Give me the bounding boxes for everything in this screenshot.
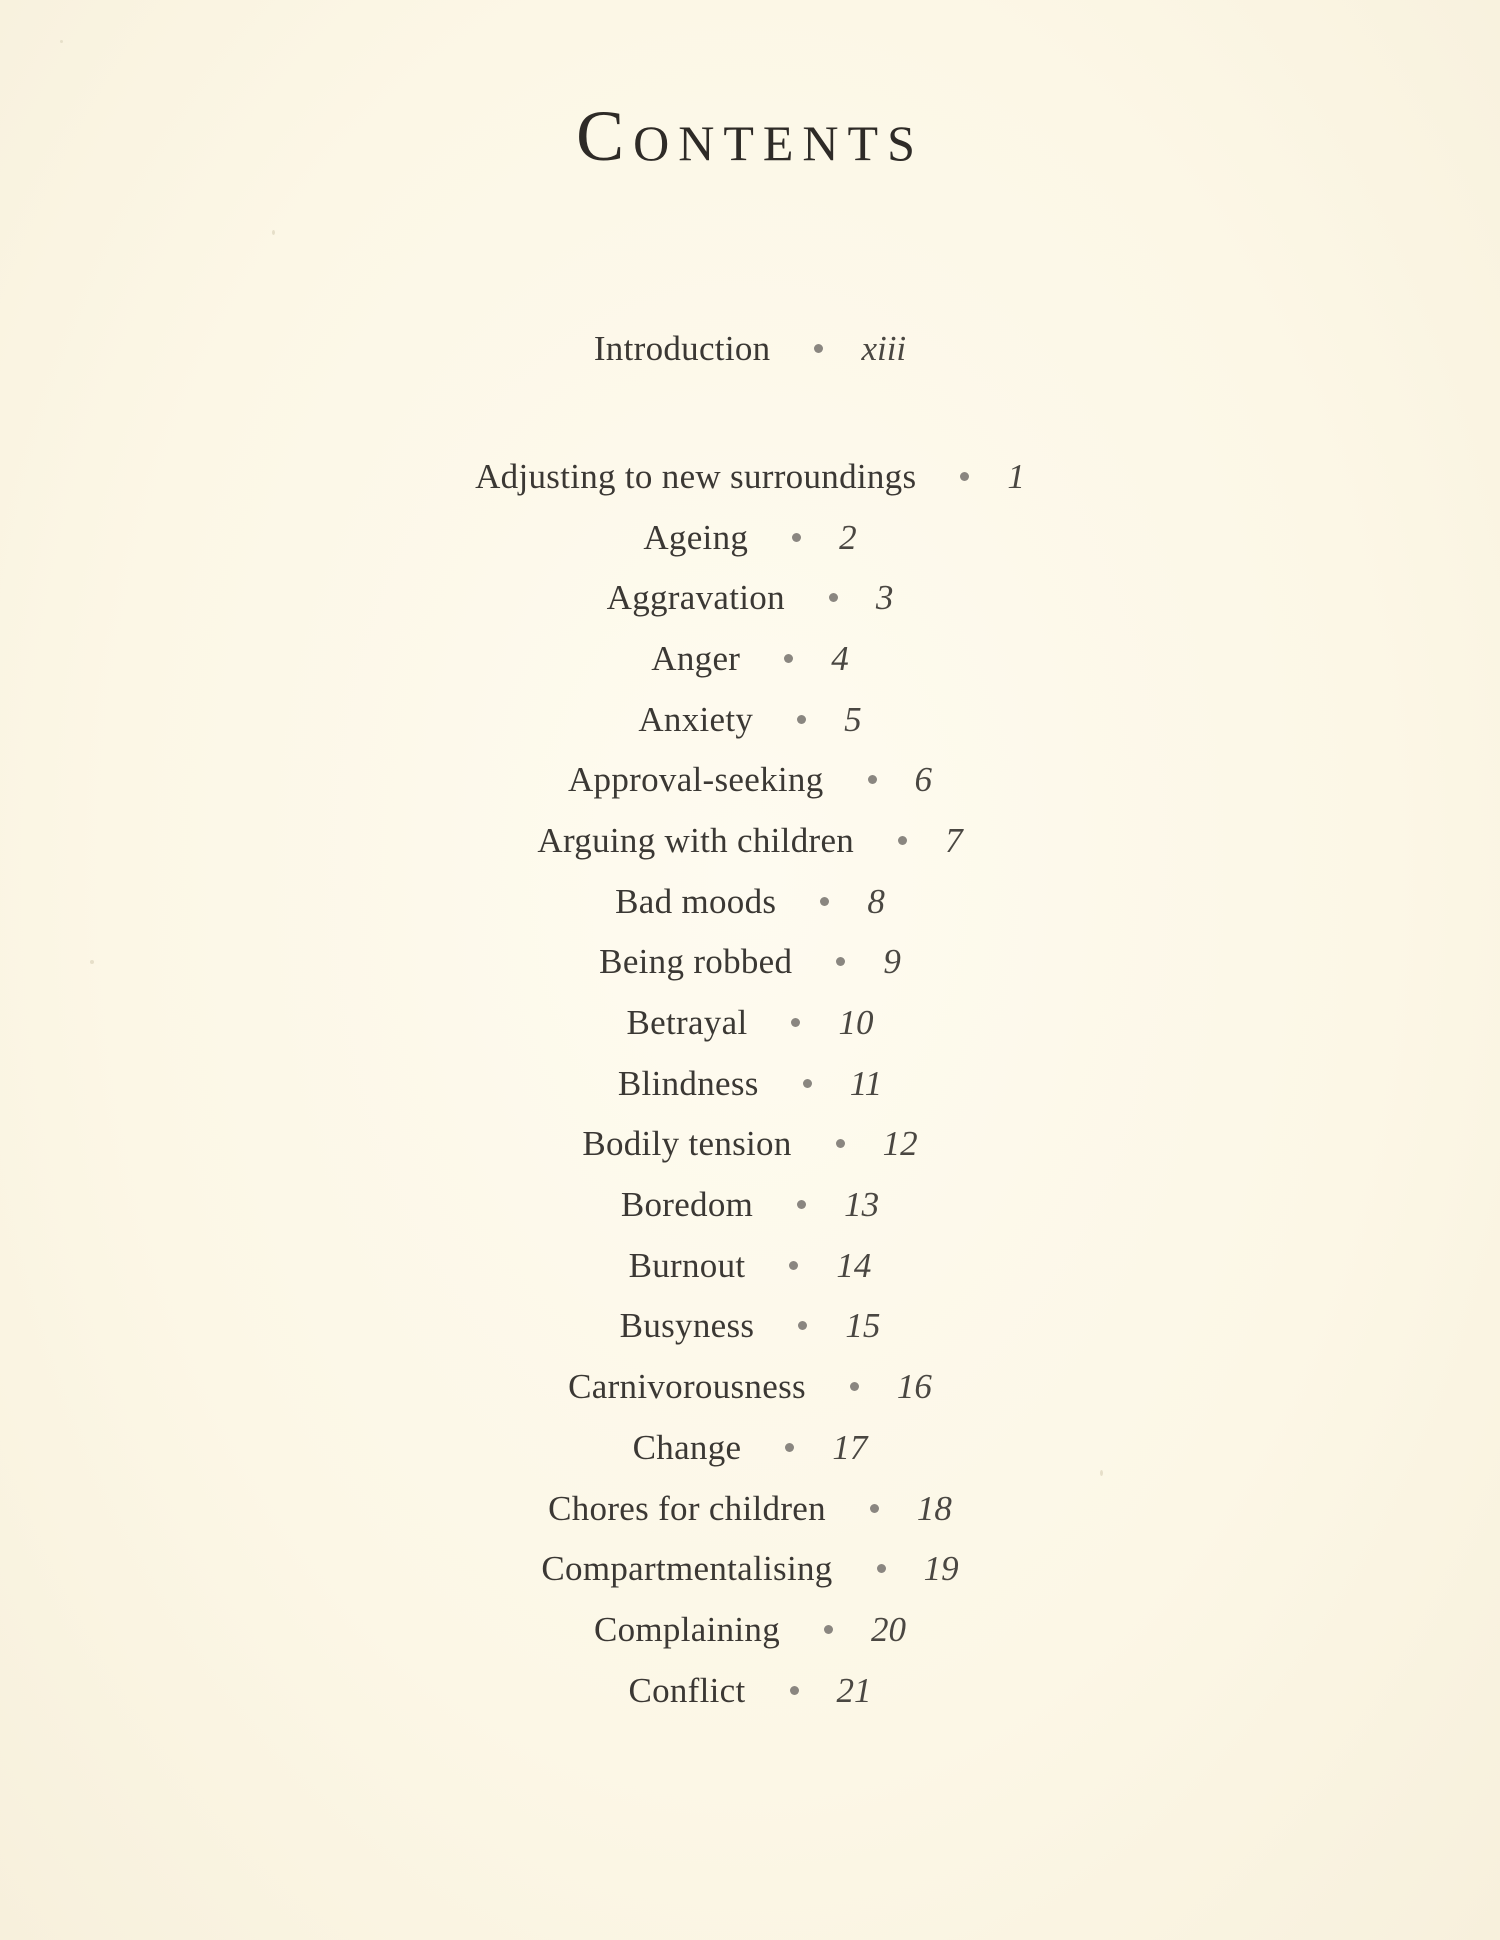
entry-page-number: 3 bbox=[875, 578, 894, 618]
entry-page-number: 12 bbox=[882, 1124, 918, 1164]
bullet-separator-icon bbox=[820, 897, 829, 906]
entry-title: Anger bbox=[651, 638, 741, 678]
toc-row[interactable] bbox=[0, 1356, 1500, 1417]
bullet-separator-icon bbox=[877, 1564, 886, 1573]
paper-speck bbox=[272, 230, 275, 235]
entry-title: Busyness bbox=[619, 1306, 755, 1346]
entry-page-number: 11 bbox=[849, 1063, 883, 1103]
entry-title: Carnivorousness bbox=[568, 1367, 806, 1407]
entry-title: Arguing with children bbox=[537, 820, 855, 860]
entry-title: Ageing bbox=[643, 517, 749, 557]
entry-page-number: 9 bbox=[883, 942, 901, 982]
bullet-separator-icon bbox=[797, 715, 806, 724]
entry-title: Bodily tension bbox=[582, 1124, 792, 1164]
entry-page-number: 4 bbox=[831, 638, 849, 678]
entry-page-number: xiii bbox=[861, 328, 907, 368]
toc-row[interactable] bbox=[0, 1296, 1500, 1357]
entry-title: Burnout bbox=[628, 1245, 746, 1285]
entry-title: Being robbed bbox=[599, 942, 793, 982]
toc-row[interactable] bbox=[0, 932, 1500, 993]
toc-row[interactable] bbox=[0, 1235, 1500, 1296]
bullet-separator-icon bbox=[785, 1443, 794, 1452]
bullet-separator-icon bbox=[870, 1504, 879, 1513]
toc-row[interactable] bbox=[0, 1114, 1500, 1175]
entry-page-number: 21 bbox=[836, 1670, 872, 1710]
bullet-separator-icon bbox=[792, 533, 801, 542]
entry-page-number: 5 bbox=[844, 699, 862, 739]
bullet-separator-icon bbox=[803, 1079, 812, 1088]
bullet-separator-icon bbox=[790, 1686, 799, 1695]
entry-page-number: 20 bbox=[871, 1609, 907, 1649]
toc-row[interactable] bbox=[0, 1478, 1500, 1539]
bullet-separator-icon bbox=[836, 957, 845, 966]
toc-row[interactable] bbox=[0, 1174, 1500, 1235]
entry-page-number: 7 bbox=[945, 820, 963, 860]
entry-page-number: 19 bbox=[923, 1549, 959, 1589]
entry-page-number: 6 bbox=[914, 760, 933, 800]
bullet-separator-icon bbox=[798, 1321, 807, 1330]
table-of-contents bbox=[0, 446, 1500, 1720]
toc-row[interactable] bbox=[0, 689, 1500, 750]
toc-row[interactable] bbox=[0, 992, 1500, 1053]
entry-title: Change bbox=[632, 1427, 742, 1467]
entry-page-number: 15 bbox=[845, 1306, 881, 1346]
paper-speck bbox=[60, 40, 63, 43]
entry-page-number: 14 bbox=[836, 1245, 872, 1285]
toc-row-introduction[interactable] bbox=[0, 325, 1500, 371]
toc-row[interactable] bbox=[0, 446, 1500, 507]
entry-page-number: 1 bbox=[1007, 456, 1025, 496]
entry-title: Introduction bbox=[593, 328, 771, 368]
entry-title: Blindness bbox=[617, 1063, 759, 1103]
toc-row[interactable] bbox=[0, 567, 1500, 628]
entry-page-number: 10 bbox=[838, 1003, 874, 1043]
entry-page-number: 8 bbox=[867, 881, 885, 921]
page-title: Contents bbox=[576, 96, 924, 176]
entry-title: Adjusting to new surroundings bbox=[475, 456, 917, 496]
entry-title: Compartmentalising bbox=[541, 1549, 833, 1589]
bullet-separator-icon bbox=[814, 344, 823, 353]
entry-title: Bad moods bbox=[615, 881, 777, 921]
bullet-separator-icon bbox=[824, 1625, 833, 1634]
toc-row[interactable] bbox=[0, 871, 1500, 932]
entry-title: Aggravation bbox=[606, 578, 785, 618]
entry-page-number: 16 bbox=[896, 1367, 932, 1407]
toc-row[interactable] bbox=[0, 1053, 1500, 1114]
bullet-separator-icon bbox=[850, 1382, 859, 1391]
toc-row[interactable] bbox=[0, 1599, 1500, 1660]
entry-title: Conflict bbox=[628, 1670, 746, 1710]
entry-page-number: 18 bbox=[916, 1488, 952, 1528]
bullet-separator-icon bbox=[829, 593, 838, 602]
entry-title: Boredom bbox=[620, 1185, 754, 1225]
toc-row[interactable] bbox=[0, 749, 1500, 810]
toc-row[interactable] bbox=[0, 507, 1500, 568]
bullet-separator-icon bbox=[868, 775, 877, 784]
entry-title: Complaining bbox=[593, 1609, 781, 1649]
toc-row[interactable] bbox=[0, 1417, 1500, 1478]
entry-title: Anxiety bbox=[638, 699, 754, 739]
bullet-separator-icon bbox=[836, 1139, 845, 1148]
entry-title: Chores for children bbox=[548, 1488, 826, 1528]
bullet-separator-icon bbox=[791, 1018, 800, 1027]
entry-title: Approval-seeking bbox=[567, 760, 824, 800]
entry-page-number: 17 bbox=[832, 1427, 868, 1467]
toc-row[interactable] bbox=[0, 1538, 1500, 1599]
toc-row[interactable] bbox=[0, 810, 1500, 871]
toc-row[interactable] bbox=[0, 1660, 1500, 1721]
bullet-separator-icon bbox=[797, 1200, 806, 1209]
bullet-separator-icon bbox=[898, 836, 907, 845]
bullet-separator-icon bbox=[960, 472, 969, 481]
bullet-separator-icon bbox=[789, 1261, 798, 1270]
entry-title: Betrayal bbox=[626, 1003, 748, 1043]
entry-page-number: 2 bbox=[839, 517, 857, 557]
entry-page-number: 13 bbox=[844, 1185, 880, 1225]
introduction-entry bbox=[0, 325, 1500, 371]
toc-row[interactable] bbox=[0, 628, 1500, 689]
bullet-separator-icon bbox=[784, 654, 793, 663]
